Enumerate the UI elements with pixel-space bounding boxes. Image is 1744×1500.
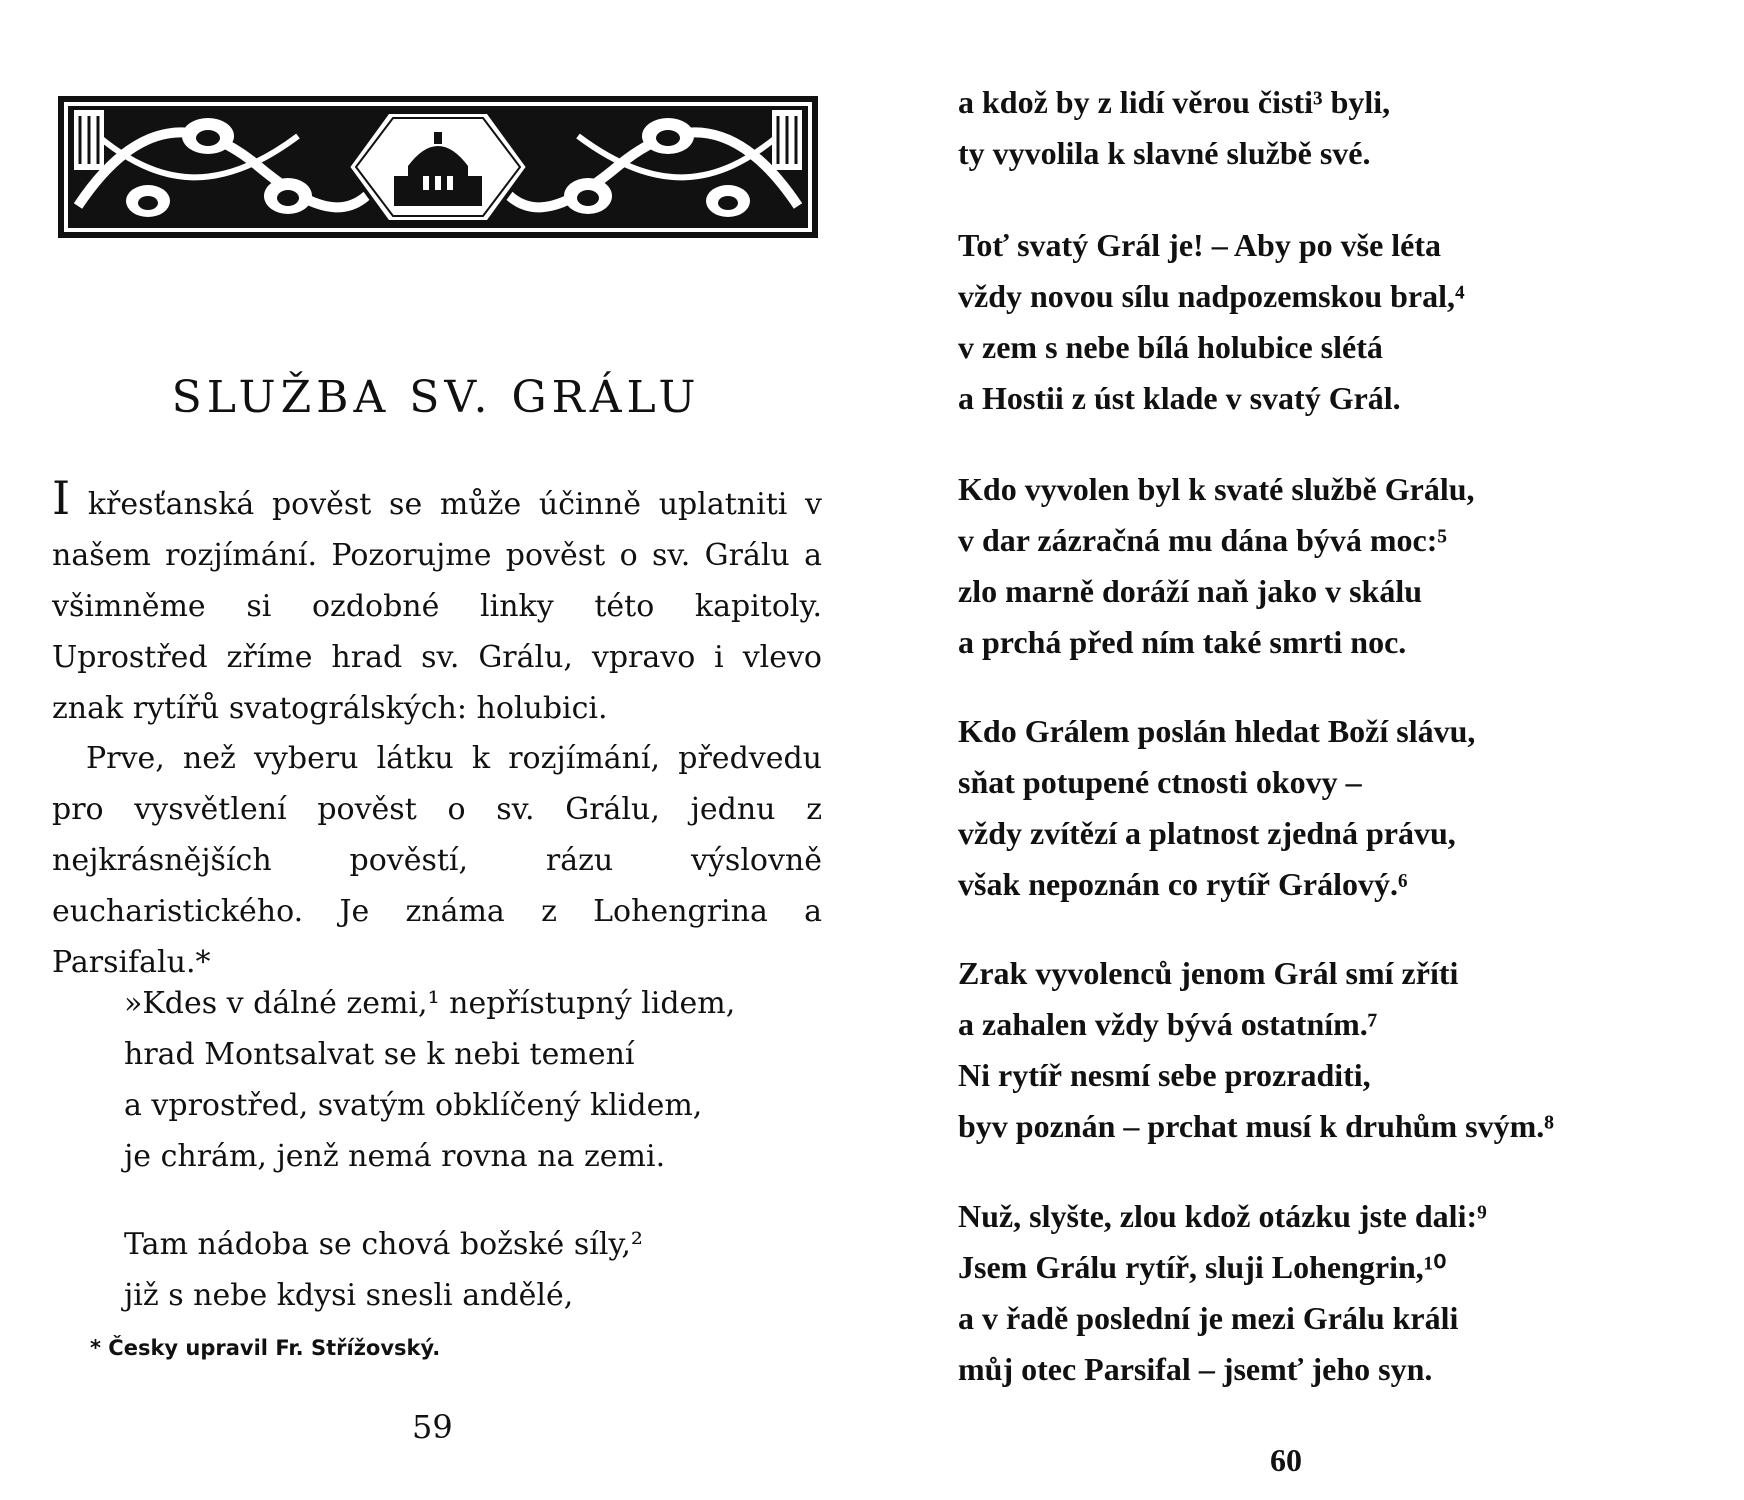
verse-line: již s nebe kdysi snesli andělé, xyxy=(124,1278,574,1313)
right-page xyxy=(872,0,1744,1500)
verse-line: a v řadě poslední je mezi Grálu králi xyxy=(958,1300,1459,1336)
verse-line: je chrám, jenž nemá rovna na zemi. xyxy=(124,1139,666,1174)
second-paragraph xyxy=(52,733,822,988)
verse-line: a vprostřed, svatým obklíčený klidem, xyxy=(124,1088,703,1123)
page-number: 60 xyxy=(1270,1442,1302,1478)
ornamental-banner xyxy=(58,96,818,238)
verse-line: Kdo vyvolen byl k svaté službě Grálu, xyxy=(958,471,1475,507)
verse-line: Zrak vyvolenců jenom Grál smí zříti xyxy=(958,955,1459,991)
verse-line: zlo marně doráží naň jako v skálu xyxy=(958,573,1423,609)
verse-line: hrad Montsalvat se k nebi temení xyxy=(124,1037,635,1072)
verse-line: v dar zázračná mu dána bývá moc:⁵ xyxy=(958,522,1447,558)
verse-line: sňat potupené ctnosti okovy – xyxy=(958,764,1362,800)
paragraph-text: Prve, než vyberu látku k rozjímání, předvedu pro vysvětlení pověst o sv. Grálu, jednu z nejkrásnějších pověstí, rázu výslovně eucharistického. Je známa z Lohengrina a Parsifalu.* xyxy=(52,741,822,980)
verse-line: a zahalen vždy bývá ostatním.⁷ xyxy=(958,1006,1378,1042)
verse-line: Nuž, slyšte, zlou kdož otázku jste dali:⁹ xyxy=(958,1198,1487,1234)
poem-stanza xyxy=(124,978,735,1182)
poem-stanza xyxy=(124,1219,643,1321)
verse-line: Toť svatý Grál je! – Aby po vše léta xyxy=(958,227,1442,263)
verse-line: a Hostii z úst klade v svatý Grál. xyxy=(958,380,1401,416)
verse-line: vždy novou sílu nadpozemskou bral,⁴ xyxy=(958,278,1465,314)
verse-line: můj otec Parsifal – jsemť jeho syn. xyxy=(958,1351,1433,1387)
chapter-title: SLUŽBA SV. GRÁLU xyxy=(171,372,701,423)
footnote: * Česky upravil Fr. Střížovský. xyxy=(90,1336,441,1360)
drop-cap: I xyxy=(52,471,71,525)
poem-stanza xyxy=(958,1191,1487,1395)
paragraph-text: křesťanská pověst se může účinně uplatniti v našem rozjímání. Pozorujme pověst o sv. Grálu a všimněme si ozdobné linky této kapitoly. Uprostřed zříme hrad sv. Grálu, vpravo i vlevo znak rytířů svatográlských: holubici. xyxy=(52,487,822,726)
verse-line: a kdož by z lidí věrou čisti³ byli, xyxy=(958,84,1391,120)
intro-paragraph xyxy=(52,471,822,734)
verse-line: Ni rytíř nesmí sebe prozraditi, xyxy=(958,1057,1371,1093)
poem-stanza xyxy=(958,948,1554,1152)
poem-stanza xyxy=(958,706,1475,910)
poem-stanza xyxy=(958,77,1390,179)
verse-line: Kdo Grálem poslán hledat Boží slávu, xyxy=(958,713,1476,749)
verse-line: vždy zvítězí a platnost zjedná právu, xyxy=(958,815,1456,851)
verse-line: a prchá před ním také smrti noc. xyxy=(958,624,1407,660)
verse-line: byv poznán – prchat musí k druhům svým.⁸ xyxy=(958,1108,1554,1144)
poem-stanza xyxy=(958,220,1465,424)
page-number: 59 xyxy=(412,1408,453,1446)
verse-line: však nepoznán co rytíř Grálový.⁶ xyxy=(958,866,1408,902)
verse-line: v zem s nebe bílá holubice slétá xyxy=(958,329,1383,365)
verse-line: Jsem Grálu rytíř, sluji Lohengrin,¹⁰ xyxy=(958,1249,1447,1285)
poem-stanza xyxy=(958,464,1475,668)
verse-line: ty vyvolila k slavné službě své. xyxy=(958,135,1371,171)
verse-line: Tam nádoba se chová božské síly,² xyxy=(124,1227,643,1262)
verse-line: »Kdes v dálné zemi,¹ nepřístupný lidem, xyxy=(124,986,736,1021)
